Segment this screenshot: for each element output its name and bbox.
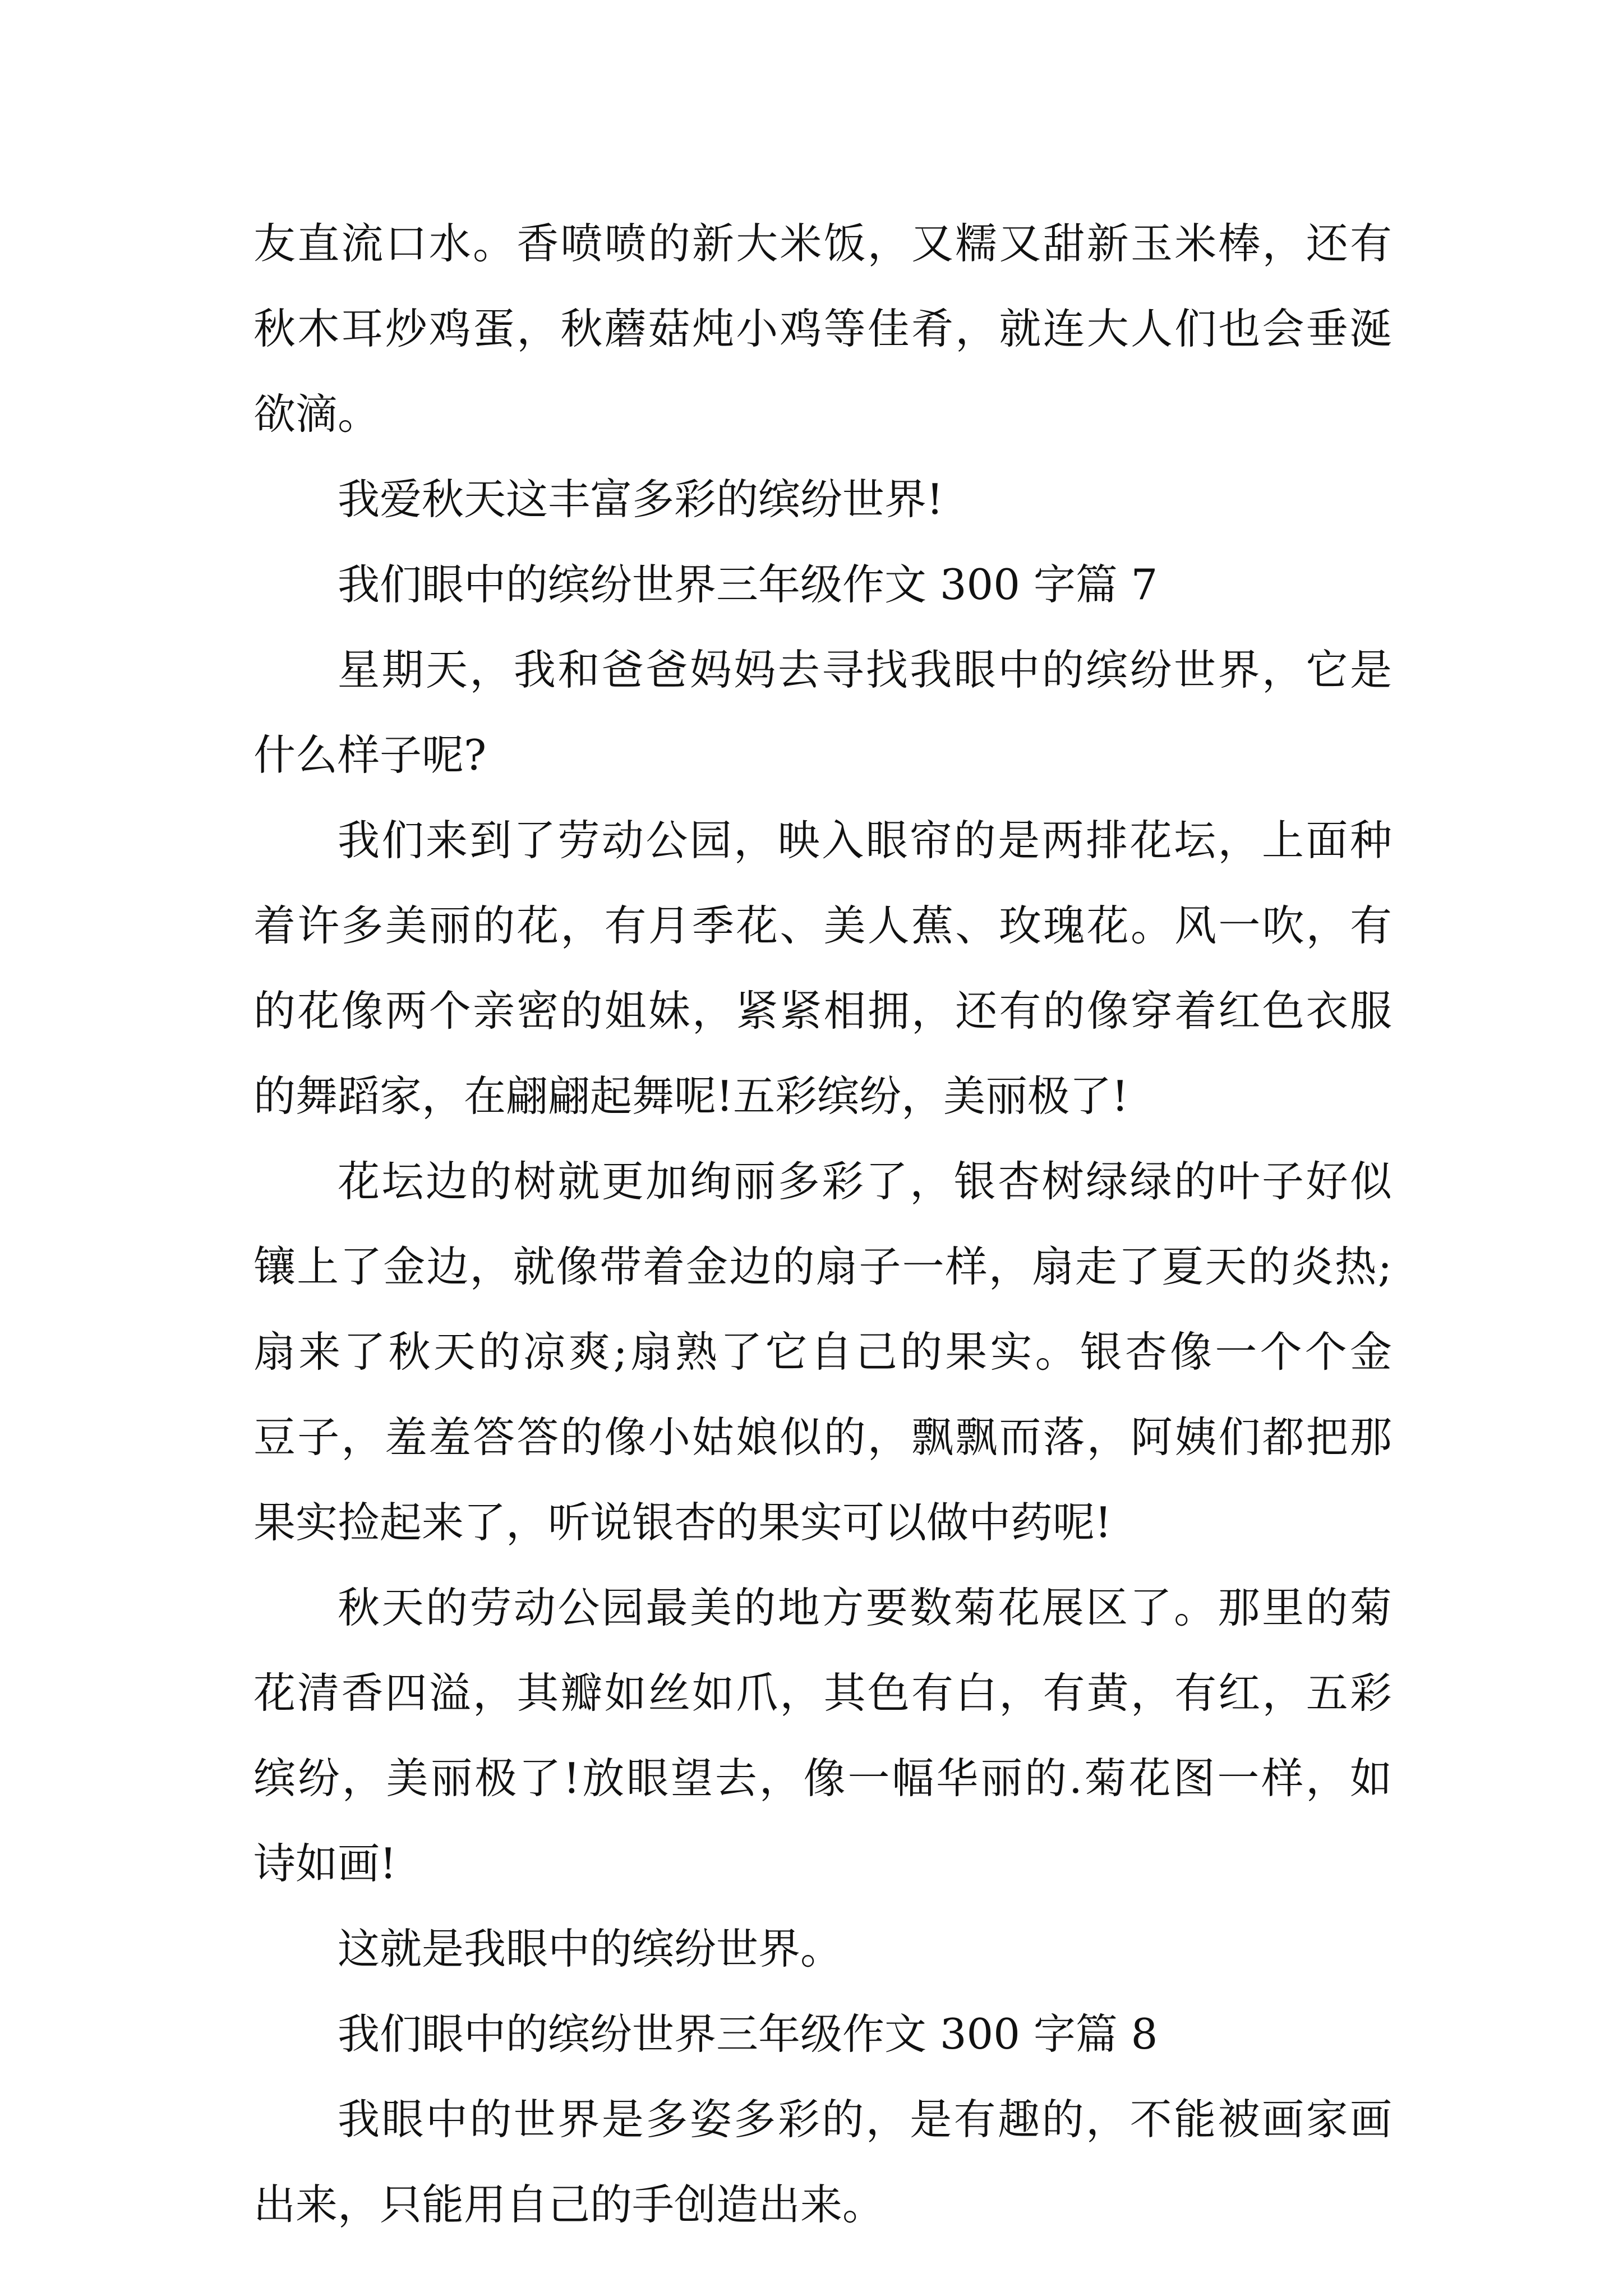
text-line: 这就是我眼中的缤纷世界。 bbox=[338, 1924, 843, 1973]
text-line: 花坛边的树就更加绚丽多彩了，银杏树绿绿的叶子好似 bbox=[338, 1157, 1392, 1206]
text-line: 出来，只能用自己的手创造出来。 bbox=[253, 2180, 885, 2229]
text-line: 的花像两个亲密的姐妹，紧紧相拥，还有的像穿着红色衣服 bbox=[253, 986, 1392, 1036]
text-line: 友直流口水。香喷喷的新大米饭，又糯又甜新玉米棒，还有 bbox=[253, 219, 1392, 268]
section-heading: 我们眼中的缤纷世界三年级作文 300 字篇 7 bbox=[338, 560, 1158, 609]
text-line: 欲滴。 bbox=[253, 389, 380, 439]
text-line: 诗如画! bbox=[253, 1839, 397, 1888]
text-line: 我眼中的世界是多姿多彩的，是有趣的，不能被画家画 bbox=[338, 2095, 1392, 2144]
text-line: 花清香四溢，其瓣如丝如爪，其色有白，有黄，有红，五彩 bbox=[253, 1668, 1392, 1718]
text-line: 秋天的劳动公园最美的地方要数菊花展区了。那里的菊 bbox=[338, 1583, 1392, 1632]
text-line: 缤纷，美丽极了!放眼望去，像一幅华丽的.菊花图一样，如 bbox=[253, 1754, 1392, 1803]
text-line: 扇来了秋天的凉爽;扇熟了它自己的果实。银杏像一个个金 bbox=[253, 1327, 1392, 1377]
text-line: 豆子，羞羞答答的像小姑娘似的，飘飘而落，阿姨们都把那 bbox=[253, 1412, 1392, 1462]
text-line: 着许多美丽的花，有月季花、美人蕉、玫瑰花。风一吹，有 bbox=[253, 901, 1392, 950]
document-body bbox=[253, 201, 1392, 2247]
text-line: 的舞蹈家，在翩翩起舞呢!五彩缤纷，美丽极了! bbox=[253, 1071, 1129, 1121]
text-line: 我爱秋天这丰富多彩的缤纷世界! bbox=[338, 475, 944, 524]
text-line: 我们来到了劳动公园，映入眼帘的是两排花坛，上面种 bbox=[338, 816, 1392, 865]
text-line: 镶上了金边，就像带着金边的扇子一样，扇走了夏天的炎热; bbox=[253, 1242, 1392, 1291]
text-line: 什么样子呢? bbox=[253, 730, 487, 780]
section-heading: 我们眼中的缤纷世界三年级作文 300 字篇 8 bbox=[338, 2009, 1158, 2059]
text-line: 秋木耳炒鸡蛋，秋蘑菇炖小鸡等佳肴，就连大人们也会垂涎 bbox=[253, 304, 1392, 353]
text-line: 星期天，我和爸爸妈妈去寻找我眼中的缤纷世界，它是 bbox=[338, 645, 1392, 694]
text-line: 果实捡起来了，听说银杏的果实可以做中药呢! bbox=[253, 1498, 1112, 1547]
